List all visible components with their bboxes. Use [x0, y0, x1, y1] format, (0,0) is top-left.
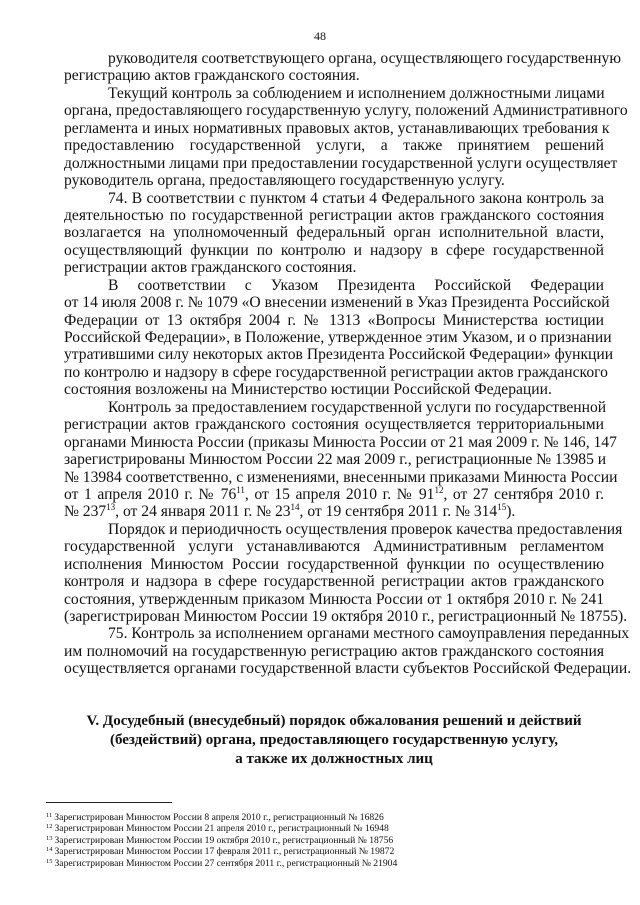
- text-segment: , от 24 января 2011 г. № 23: [115, 503, 291, 521]
- footnote-text: Зарегистрирован Минюстом России 27 сентября 2011 г., регистрационный № 21904: [54, 857, 398, 869]
- text-segment: , от 27 сентября 2010 г.: [443, 485, 604, 503]
- text-line: регистрации актов гражданского состояния.: [64, 259, 357, 277]
- paragraph: [64, 520, 628, 626]
- text-line: состояния возложены на Министерство юстиции Российской Федерации.: [64, 381, 552, 399]
- text-line: Порядок и периодичность осуществления проверок качества предоставления: [108, 520, 623, 538]
- paragraph: [64, 84, 628, 190]
- text-line: осуществляющий функции по контролю и надзору в сфере государственной: [64, 241, 604, 259]
- footnote: [46, 835, 397, 846]
- text-line: Российской Федерации», в Положение, утвержденное этим Указом, и о признании: [64, 329, 612, 346]
- footnote: [46, 823, 397, 834]
- footnote-text: Зарегистрирован Минюстом России 17 февраля 2011 г., регистрационный № 19872: [54, 846, 395, 858]
- text-segment: , от 15 апреля 2010 г. № 91: [244, 485, 435, 503]
- paragraph: [64, 50, 621, 85]
- text-line: Федерации от 13 октября 2004 г. № 1313 «Вопросы Министерства юстиции: [64, 311, 604, 329]
- footnote-number: 12: [46, 823, 53, 831]
- text-line: [64, 486, 604, 503]
- footnote: [46, 846, 397, 857]
- text-line: № 13984 соответственно, с изменениями, внесенными приказами Минюста России: [64, 468, 618, 486]
- text-segment: ).: [506, 503, 516, 521]
- body-text: [64, 50, 632, 678]
- text-line: [64, 503, 604, 520]
- text-line: им полномочий на государственную регистрацию актов гражданского состояния: [64, 642, 604, 660]
- heading-line: а также их должностных лиц: [235, 751, 433, 767]
- text-line: государственной услуги устанавливаются Административным регламентом: [64, 538, 604, 556]
- footnote-ref: 11: [236, 484, 245, 495]
- text-line: возлагается на уполномоченный федеральный орган исполнительной власти,: [64, 224, 604, 242]
- text-line: по контролю и надзору в сфере государственной регистрации актов гражданского: [64, 363, 608, 381]
- text-line: деятельностью по государственной регистрации актов гражданского состояния: [64, 206, 604, 224]
- footnote-number: 13: [46, 834, 53, 842]
- footnote-ref: 14: [290, 502, 300, 513]
- text-line: должностными лицами при предоставлении государственной услуги осуществляет: [64, 154, 618, 172]
- text-line: регистрации актов гражданского состояния осуществляется территориальными: [64, 416, 604, 434]
- section-heading: [64, 712, 604, 769]
- text-line: В соответствии с Указом Президента Российской Федерации: [108, 276, 604, 294]
- text-line: 74. В соответствии с пунктом 4 статьи 4 Федерального закона контроль за: [108, 189, 604, 207]
- footnotes: [46, 812, 397, 869]
- footnote-text: Зарегистрирован Минюстом России 21 апреля 2010 г., регистрационный № 16948: [54, 823, 389, 835]
- text-line: руководителя соответствующего органа, осуществляющего государственную: [108, 50, 621, 67]
- footnote-separator: [46, 802, 172, 803]
- text-line: регламента и иных нормативных правовых актов, устанавливающих требования к: [64, 119, 610, 137]
- text-line: Контроль за предоставлением государственной услуги по государственной: [108, 398, 607, 416]
- paragraph: [64, 276, 614, 399]
- paragraph: [64, 625, 632, 678]
- paragraph: [64, 190, 604, 277]
- text-line: осуществляется органами государственной власти субъектов Российской Федерации.: [64, 660, 632, 678]
- footnote-number: 14: [46, 846, 53, 854]
- text-line: органами Минюста России (приказы Минюста России от 21 мая 2009 г. № 146, 147: [64, 433, 617, 451]
- text-line: руководитель органа, предоставляющего государственную услугу.: [64, 172, 505, 190]
- text-segment: , от 19 сентября 2011 г. № 314: [299, 503, 498, 521]
- text-line: от 14 июля 2008 г. № 1079 «О внесении изменений в Указ Президента Российской: [64, 294, 610, 312]
- page-number: 48: [314, 29, 326, 43]
- heading-line: (бездействий) органа, предоставляющего государственную услугу,: [109, 732, 559, 748]
- text-line: предоставлению государственной услуги, а также принятием решений: [64, 137, 604, 155]
- footnote-number: 11: [46, 812, 53, 819]
- text-line: состояния, утвержденным приказом Минюста России от 1 октября 2010 г. № 241: [64, 590, 604, 608]
- text-line: 75. Контроль за исполнением органами местного самоуправления переданных: [108, 625, 630, 643]
- text-segment: от 1 апреля 2010 г. № 76: [64, 485, 237, 503]
- text-line: контроля и надзора в сфере государственной регистрации актов гражданского: [64, 573, 604, 591]
- heading-line: V. Досудебный (внесудебный) порядок обжалования решений и действий: [86, 713, 582, 729]
- text-line: регистрацию актов гражданского состояния.: [64, 67, 360, 85]
- footnote-text: Зарегистрирован Минюстом России 8 апреля 2010 г., регистрационный № 16826: [54, 812, 384, 823]
- text-line: исполнения Минюстом России государственной функции по осуществлению: [64, 555, 604, 573]
- footnote-ref: 12: [434, 484, 444, 495]
- footnote: [46, 858, 397, 869]
- text-line: органа, предоставляющего государственную услугу, положений Административного: [64, 102, 628, 120]
- footnote: [46, 812, 397, 823]
- footnote-ref: 15: [497, 502, 507, 513]
- text-line: Текущий контроль за соблюдением и исполнением должностными лицами: [108, 84, 605, 102]
- text-line: утратившими силу некоторых актов Президента Российской Федерации» функции: [64, 346, 614, 364]
- paragraph: [64, 398, 618, 521]
- footnote-ref: 13: [106, 502, 116, 513]
- footnote-text: Зарегистрирован Минюстом России 19 октября 2010 г., регистрационный № 18756: [54, 834, 394, 846]
- text-line: зарегистрированы Минюстом России 22 мая 2009 г., регистрационные № 13985 и: [64, 451, 607, 469]
- text-line: (зарегистрирован Минюстом России 19 октября 2010 г., регистрационный № 18755).: [64, 608, 628, 625]
- text-segment: № 237: [64, 503, 107, 521]
- footnote-number: 15: [46, 857, 53, 865]
